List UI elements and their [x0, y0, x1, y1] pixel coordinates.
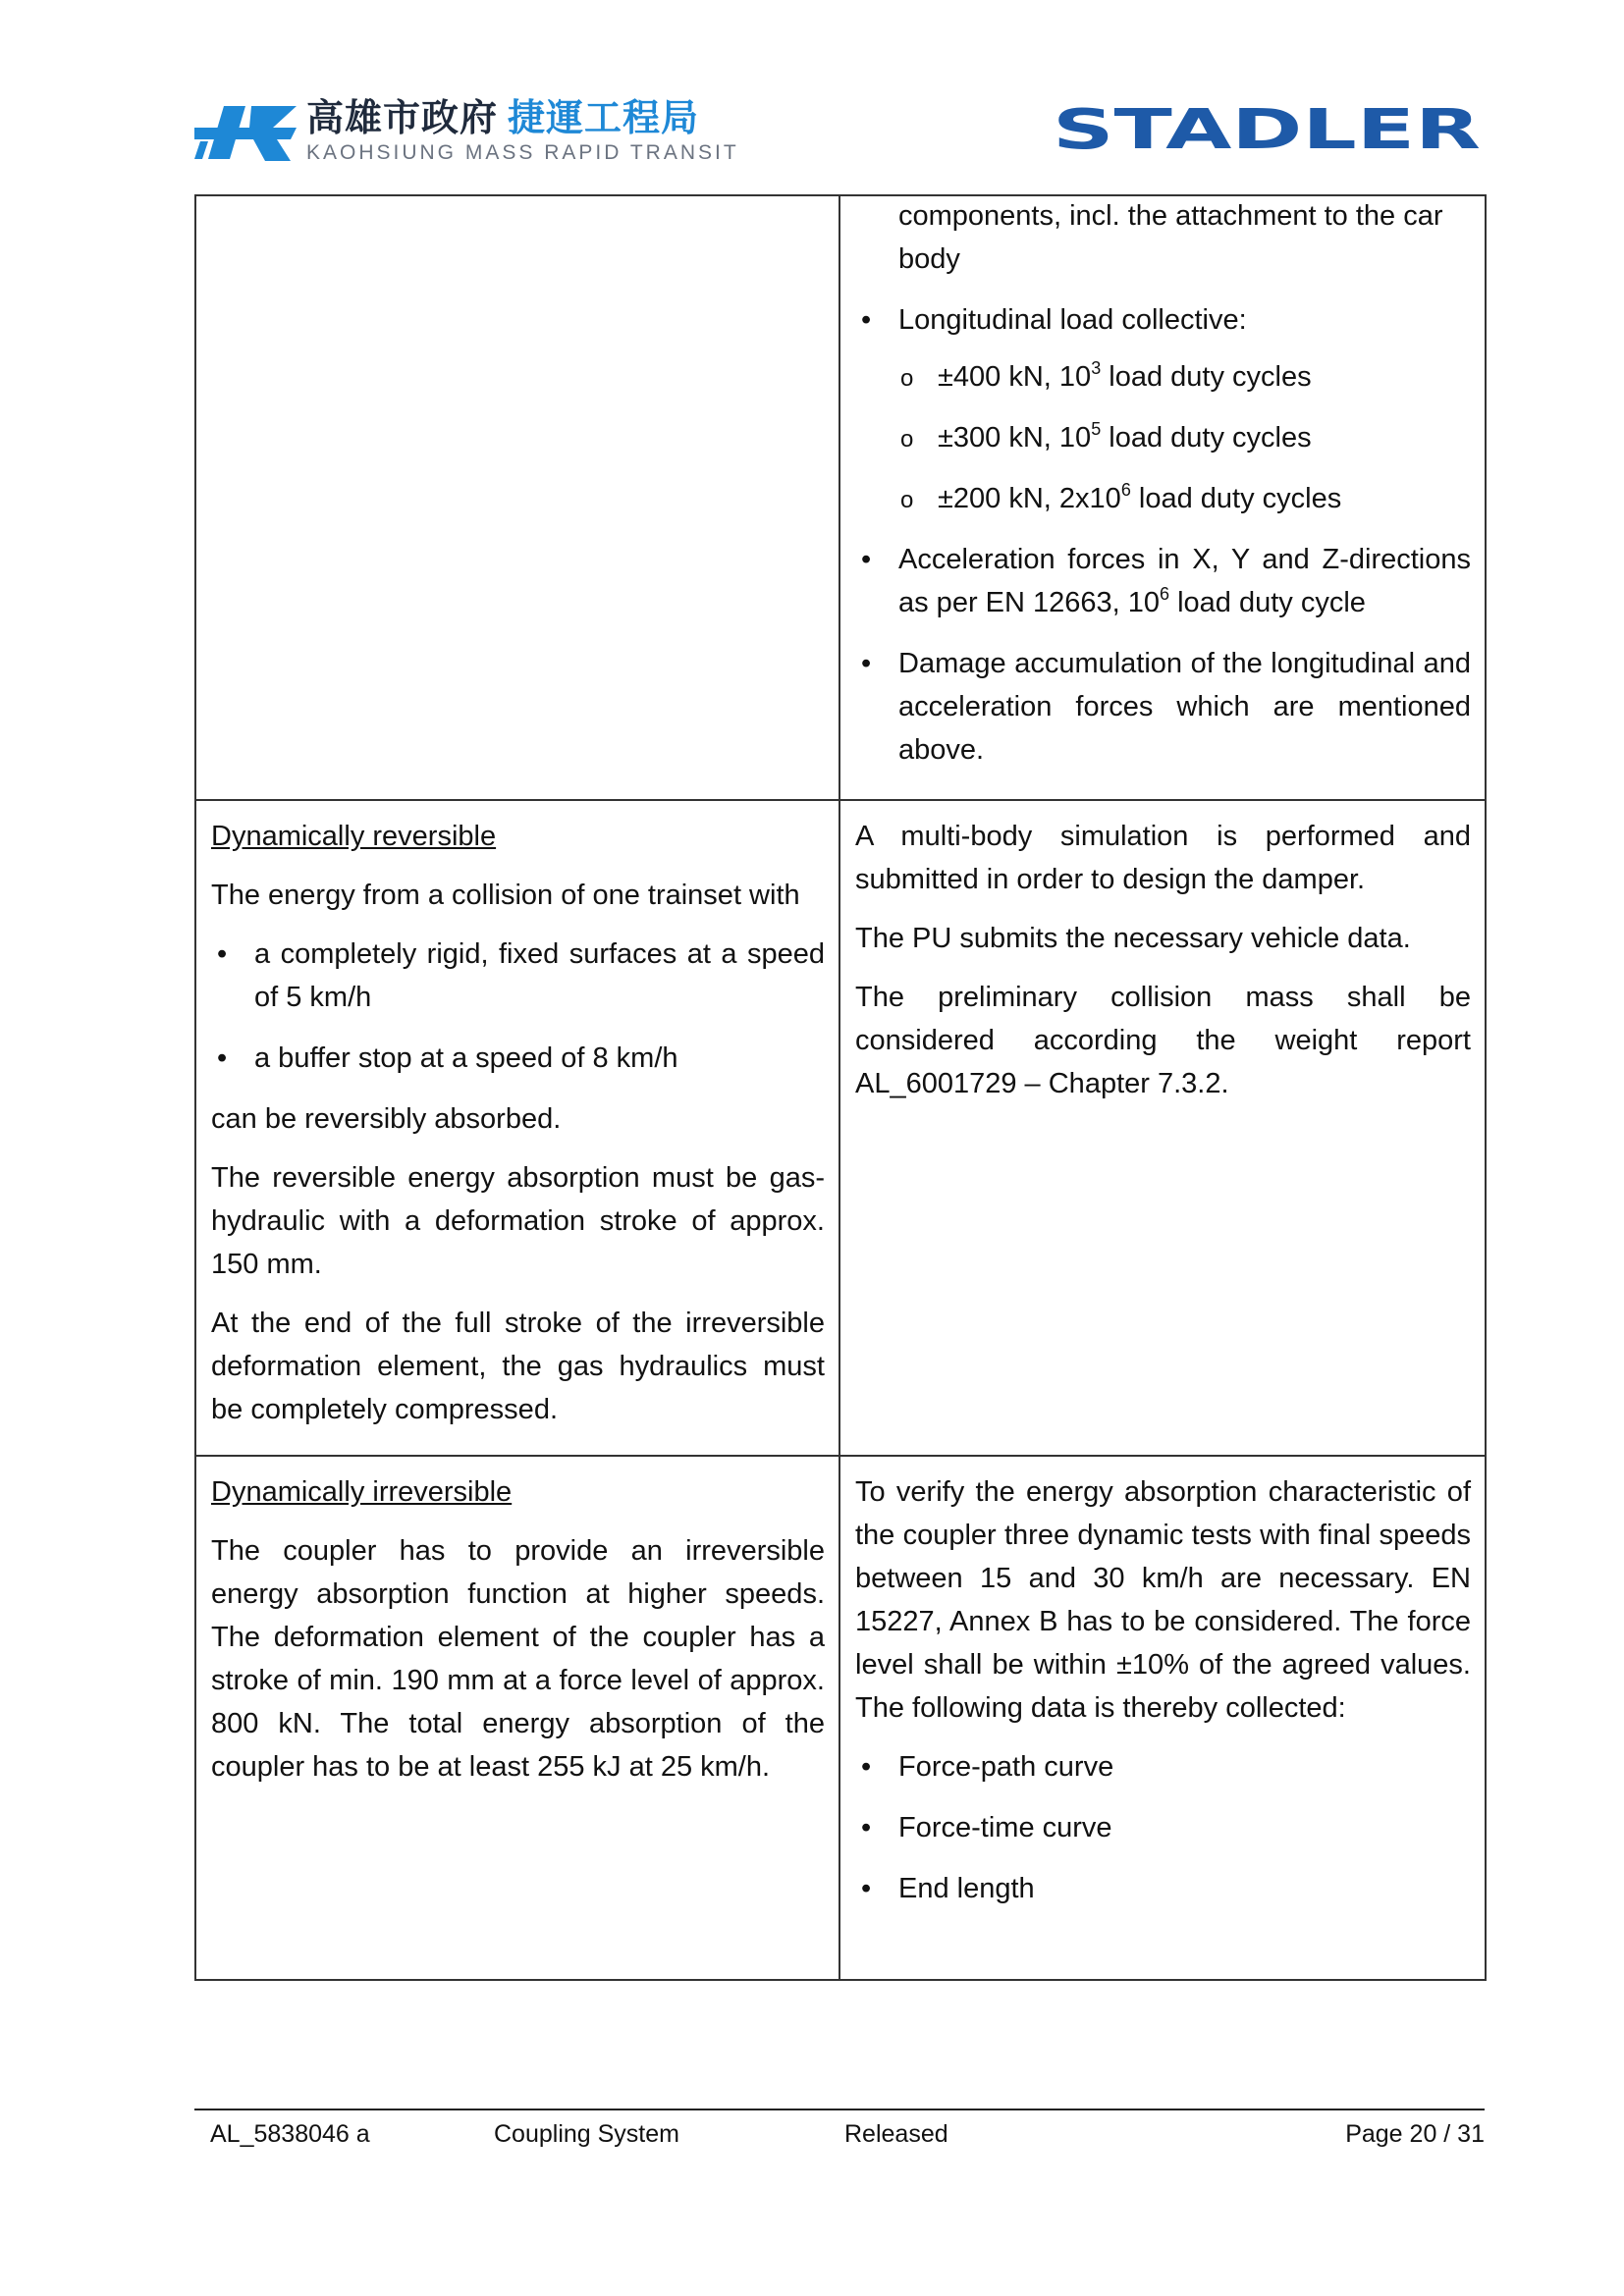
list-item-text: Longitudinal load collective:	[898, 304, 1247, 336]
paragraph: The reversible energy absorption must be gas-hydraulic with a deformation stroke of approx. 150 mm.	[211, 1162, 825, 1280]
org-name-en: KAOHSIUNG MASS RAPID TRANSIT	[306, 141, 739, 164]
requirements-table	[194, 194, 1487, 1981]
table-row	[195, 195, 1486, 800]
kmrt-emblem-icon	[194, 98, 298, 167]
section-heading: Dynamically reversible	[211, 821, 497, 852]
sub-list-item	[898, 477, 1471, 520]
sub-list-item	[898, 355, 1471, 399]
superscript: 6	[1160, 584, 1170, 604]
superscript: 6	[1120, 480, 1131, 500]
sub-text: ±400 kN, 10	[938, 361, 1092, 393]
footer-title: Coupling System	[494, 2120, 679, 2148]
paragraph: A multi-body simulation is performed and submitted in order to design the damper.	[855, 821, 1471, 895]
sub-list-item	[898, 416, 1471, 459]
list-item	[855, 538, 1471, 624]
list-item-text: load duty cycle	[1169, 587, 1366, 618]
verification-cell	[839, 195, 1486, 800]
sub-text: load duty cycles	[1101, 422, 1312, 454]
paragraph: The coupler has to provide an irreversible energy absorption function at higher speeds. The deformation element of the coupler has a stroke of min. 190 mm at a force level of approx. 800 kN. The total energy absorption of the coupler has to be at least 255 kJ at 25 km/h.	[211, 1535, 825, 1783]
paragraph: The energy from a collision of one trainset with	[211, 880, 800, 911]
list-item: • a completely rigid, fixed surfaces at a speed of 5 km/h	[211, 933, 825, 1019]
footer-page-number: Page 20 / 31	[1345, 2120, 1485, 2148]
bullet-list	[211, 933, 825, 1080]
sub-text: ±300 kN, 10	[938, 422, 1092, 454]
paragraph: At the end of the full stroke of the irreversible deformation element, the gas hydraulics must be completely compressed.	[211, 1308, 825, 1425]
org-name-zh-bureau: 捷運工程局	[508, 96, 700, 139]
paragraph: can be reversibly absorbed.	[211, 1103, 562, 1135]
list-item: • End length	[855, 1867, 1471, 1910]
table-row	[195, 800, 1486, 1456]
list-item	[855, 642, 1471, 772]
brand-name: STADLER	[1053, 104, 1481, 153]
stadler-logo	[1051, 104, 1483, 153]
list-item-text: Acceleration forces in X, Y and Z-directions as per EN 12663, 10	[898, 544, 1471, 618]
verification-cell	[839, 1456, 1486, 1980]
paragraph: The preliminary collision mass shall be considered according the weight report AL_6001729 – Chapter 7.3.2.	[855, 982, 1471, 1099]
paragraph: The PU submits the necessary vehicle data.	[855, 923, 1411, 954]
superscript: 3	[1091, 358, 1102, 378]
bullet-list	[855, 1745, 1471, 1910]
sub-text: load duty cycles	[1130, 483, 1342, 514]
bullet-list	[855, 298, 1471, 772]
list-item: • a buffer stop at a speed of 8 km/h	[211, 1037, 825, 1080]
requirement-cell	[195, 195, 839, 800]
footer-doc-id: AL_5838046 a	[210, 2120, 370, 2148]
table-row	[195, 1456, 1486, 1980]
requirement-cell	[195, 1456, 839, 1980]
list-item-text: Damage accumulation of the longitudinal and acceleration forces which are mentioned above.	[898, 648, 1471, 766]
footer-status: Released	[844, 2120, 948, 2148]
list-item: • Force-path curve	[855, 1745, 1471, 1789]
footer-rule	[194, 2109, 1485, 2110]
list-item: • Force-time curve	[855, 1806, 1471, 1849]
sub-text: ±200 kN, 2x10	[938, 483, 1121, 514]
org-name-zh-city: 高雄市政府	[306, 96, 499, 139]
paragraph: To verify the energy absorption characteristic of the coupler three dynamic tests with final speeds between 15 and 30 km/h are necessary. EN 15227, Annex B has to be considered. The force level shall be within ±10% of the agreed values. The following data is thereby collected:	[855, 1476, 1471, 1724]
verification-cell	[839, 800, 1486, 1456]
section-heading: Dynamically irreversible	[211, 1476, 513, 1508]
sub-text: load duty cycles	[1101, 361, 1312, 393]
list-item	[855, 298, 1471, 520]
requirement-cell	[195, 800, 839, 1456]
sub-list	[898, 355, 1471, 520]
page-header	[194, 94, 1483, 173]
superscript: 5	[1091, 419, 1102, 439]
continued-text: components, incl. the attachment to the car body	[898, 200, 1443, 275]
